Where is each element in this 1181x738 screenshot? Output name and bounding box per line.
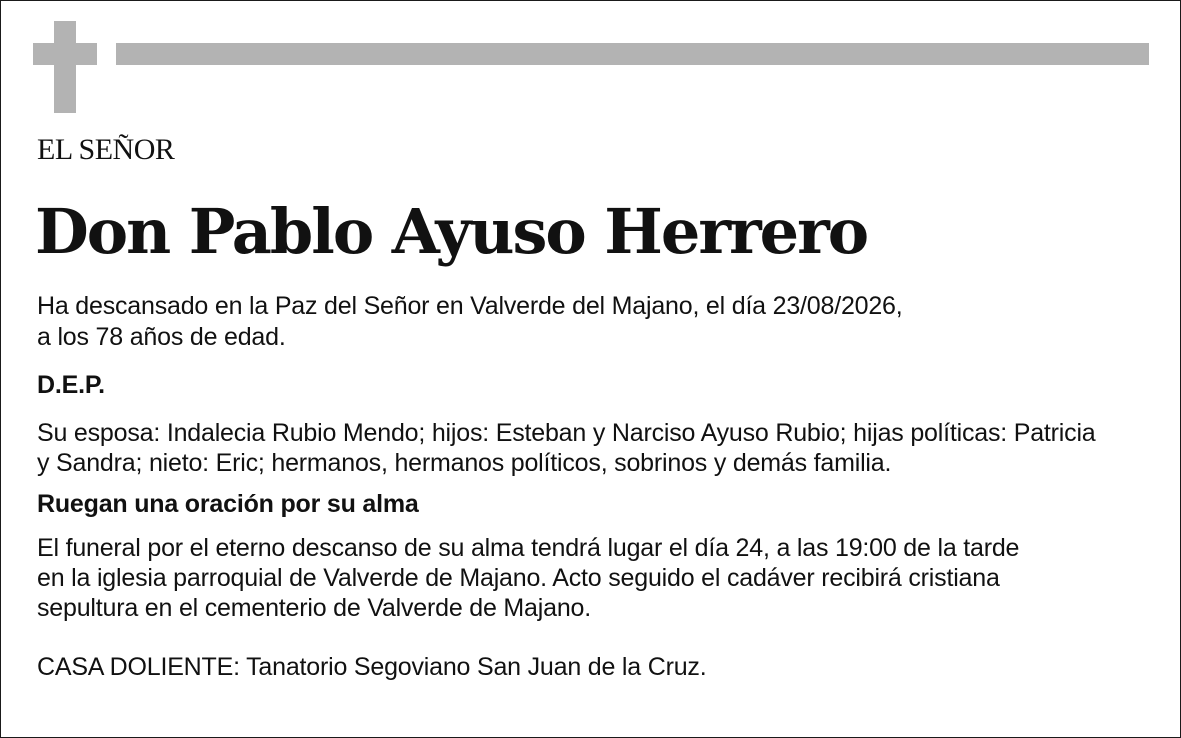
family-line-2: y Sandra; nieto: Eric; hermanos, hermanos políticos, sobrinos y demás familia. (37, 449, 892, 477)
rip-label: D.E.P. (37, 371, 105, 399)
mourning-house: CASA DOLIENTE: Tanatorio Segoviano San Juan de la Cruz. (37, 653, 707, 681)
header-rule (116, 43, 1149, 65)
cross-horizontal-beam (33, 43, 97, 65)
family-line-1: Su esposa: Indalecia Rubio Mendo; hijos: Esteban y Narciso Ayuso Rubio; hijas políticas: Patricia (37, 419, 1096, 447)
deceased-name: Don Pablo Ayuso Herrero (35, 195, 868, 268)
death-notice-line-2: a los 78 años de edad. (37, 323, 286, 351)
cross-vertical-beam (54, 21, 76, 113)
salutation: EL SEÑOR (37, 133, 175, 166)
death-notice-line-1: Ha descansado en la Paz del Señor en Valverde del Majano, el día 23/08/2026, (37, 292, 903, 320)
funeral-line-3: sepultura en el cementerio de Valverde de Majano. (37, 594, 591, 622)
funeral-line-1: El funeral por el eterno descanso de su alma tendrá lugar el día 24, a las 19:00 de la tarde (37, 534, 1020, 562)
prayer-heading: Ruegan una oración por su alma (37, 490, 419, 518)
funeral-line-2: en la iglesia parroquial de Valverde de Majano. Acto seguido el cadáver recibirá cristiana (37, 564, 1000, 592)
